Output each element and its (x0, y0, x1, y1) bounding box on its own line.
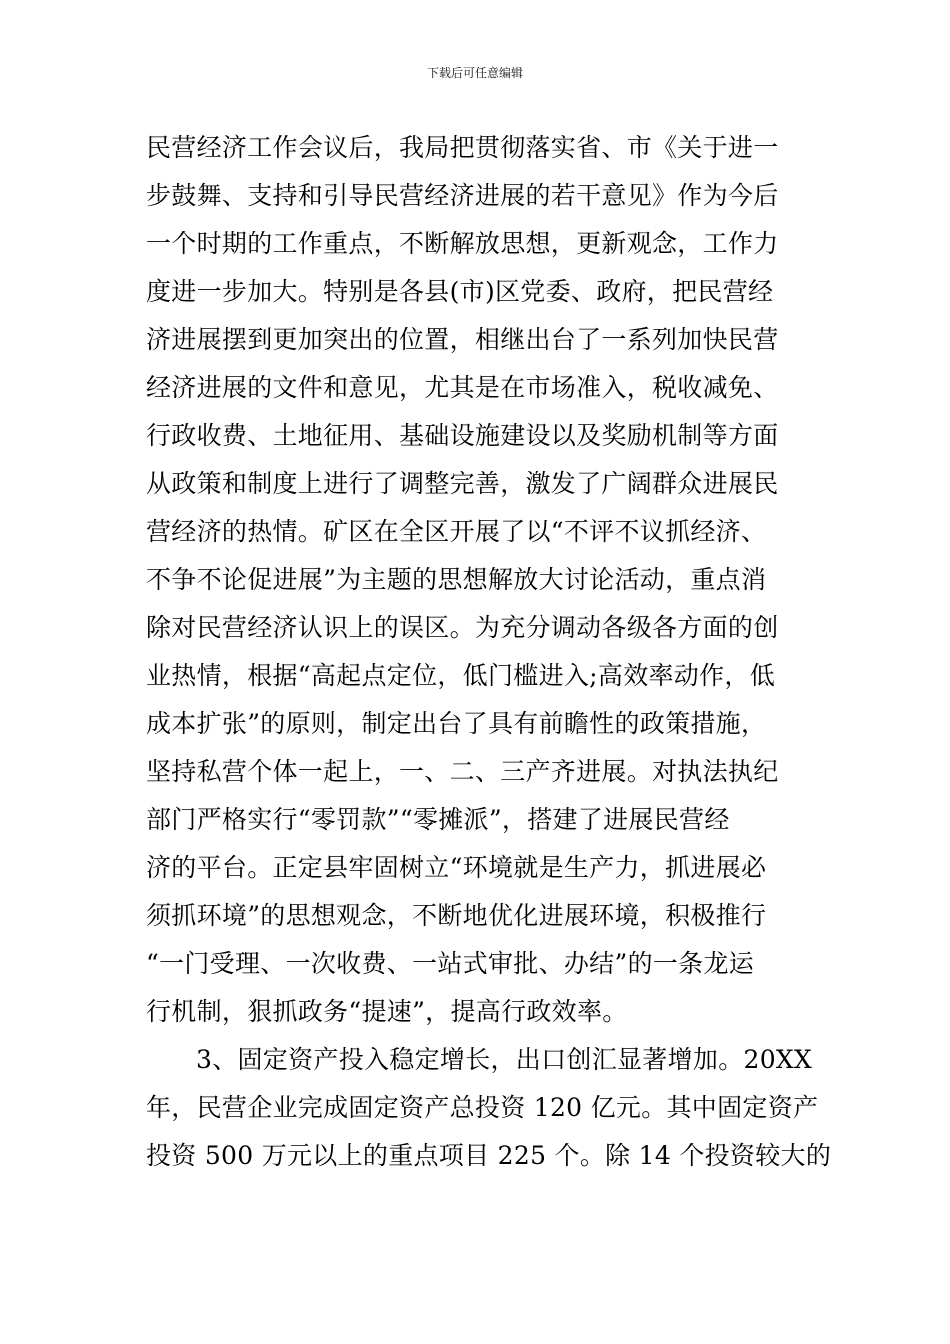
text-line: 行机制，狠抓政务“提速”，提高行政效率。 (146, 997, 628, 1026)
text-line: 不争不论促进展”为主题的思想解放大讨论活动，重点消 (146, 565, 767, 594)
text-line: 济的平台。正定县牢固树立“环境就是生产力，抓进展必 (146, 853, 767, 882)
text-line: 营经济的热情。矿区在全区开展了以“不评不议抓经济、 (146, 517, 767, 546)
text-line: 业热情，根据“高起点定位，低门槛进入;高效率动作，低 (146, 661, 776, 690)
text-line: 投资 500 万元以上的重点项目 225 个。除 14 个投资较大的 (146, 1141, 832, 1170)
document-body (146, 124, 832, 1180)
text-line: 步鼓舞、支持和引导民营经济进展的若干意见》作为今后 (146, 181, 779, 210)
text-line: 行政收费、土地征用、基础设施建设以及奖励机制等方面 (146, 421, 779, 450)
text-line: 须抓环境”的思想观念，不断地优化进展环境，积极推行 (146, 901, 767, 930)
text-line: 一个时期的工作重点，不断解放思想，更新观念，工作力 (146, 229, 779, 258)
text-line: 坚持私营个体一起上，一、二、三产齐进展。对执法执纪 (146, 757, 779, 786)
section-heading-line: 3、固定资产投入稳定增长，出口创汇显著增加。20XX (196, 1045, 813, 1074)
text-line: “一门受理、一次收费、一站式审批、办结”的一条龙运 (146, 949, 755, 978)
text-line: 除对民营经济认识上的误区。为充分调动各级各方面的创 (146, 613, 779, 642)
text-line: 从政策和制度上进行了调整完善，激发了广阔群众进展民 (146, 469, 779, 498)
text-line: 度进一步加大。特别是各县(市)区党委、政府，把民营经 (146, 277, 774, 306)
page-header: 下载后可任意编辑 (426, 66, 523, 80)
text-line: 成本扩张”的原则，制定出台了具有前瞻性的政策措施， (146, 709, 767, 738)
text-line: 济进展摆到更加突出的位置，相继出台了一系列加快民营 (146, 325, 779, 354)
text-line: 部门严格实行“零罚款”“零摊派”，搭建了进展民营经 (146, 805, 730, 834)
text-line: 民营经济工作会议后，我局把贯彻落实省、市《关于进一 (146, 133, 779, 162)
text-line: 经济进展的文件和意见，尤其是在市场准入，税收减免、 (146, 373, 779, 402)
text-line: 年，民营企业完成固定资产总投资 120 亿元。其中固定资产 (146, 1093, 819, 1122)
